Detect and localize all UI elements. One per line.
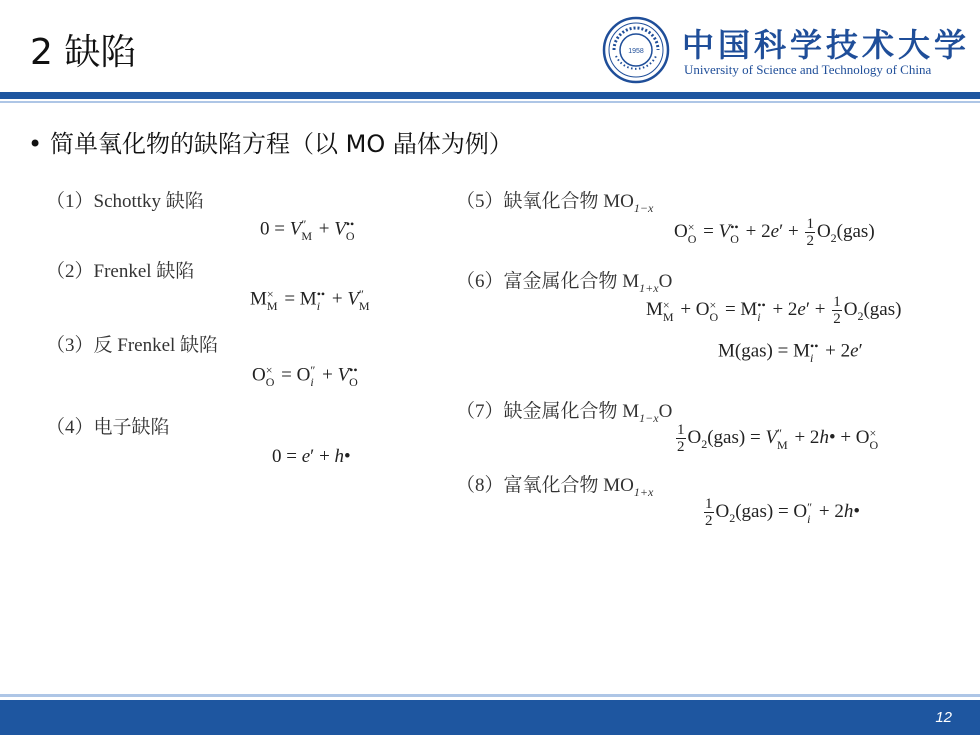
equation: 0 = e′ + h• (272, 446, 351, 467)
case-5 (456, 186, 956, 266)
case-title: （1）Schottky 缺陷 (46, 191, 204, 212)
university-name-en: University of Science and Technology of China (684, 62, 932, 77)
equation: 0 = V ″ M + V •• O (260, 217, 355, 243)
case-title: （4）电子缺陷 (46, 417, 170, 438)
case-title: （7）缺金属化合物 $M_{1-x}O$ (456, 401, 673, 425)
footer-bar (0, 700, 980, 735)
equation: O × O = V •• O + 2e′ + $\frac{1}{2}$ $O_2(gas)$ (674, 216, 875, 249)
case-title: （3）反 Frenkel 缺陷 (46, 335, 219, 356)
page-number: 12 (935, 709, 952, 726)
header-divider (0, 92, 980, 99)
case-3 (46, 330, 426, 412)
university-seal-icon (602, 16, 670, 84)
university-logo (602, 16, 971, 84)
case-6 (456, 266, 956, 396)
case-2 (46, 256, 426, 330)
case-title: （5）缺氧化合物 $MO_{1-x}$ (456, 191, 654, 215)
equation: M × M = M •• i + V ″ M (250, 287, 370, 313)
slide-title: 2 缺陷 (30, 32, 137, 73)
university-name-cn: 中国科学技术大学 (682, 26, 971, 64)
seal-year: 1958 (628, 48, 644, 55)
case-title: （8）富氧化合物 $MO_{1+x}$ (456, 475, 654, 499)
equation: M(gas) = M •• i + 2e′ (718, 339, 863, 365)
right-column (456, 186, 956, 540)
case-8 (456, 470, 956, 540)
bullet-text: 简单氧化物的缺陷方程（以 MO 晶体为例） (50, 130, 513, 158)
bullet-dot-icon: • (28, 130, 43, 158)
equation: M × M + O × O = M •• i + 2e′ + $\frac{1}{2}$ $O_2(gas)$ (646, 294, 902, 327)
header-divider-thin (0, 101, 980, 103)
equation: $\frac{1}{2}$ $O_2(gas) = O$ ″ i + 2h• (705, 496, 861, 529)
bullet-item (28, 124, 513, 159)
case-1 (46, 186, 426, 256)
equation: $\frac{1}{2}$ $O_2(gas) = V$ ″ M + 2h• + O × O (677, 422, 879, 455)
case-7 (456, 396, 956, 470)
case-title: （2）Frenkel 缺陷 (46, 261, 195, 282)
footer-divider-thin (0, 694, 980, 697)
equation: O × O = O ″ i + V •• O (252, 363, 358, 389)
case-title: （6）富金属化合物 $M_{1+x}O$ (456, 271, 673, 295)
left-column (46, 186, 426, 472)
case-4 (46, 412, 426, 472)
